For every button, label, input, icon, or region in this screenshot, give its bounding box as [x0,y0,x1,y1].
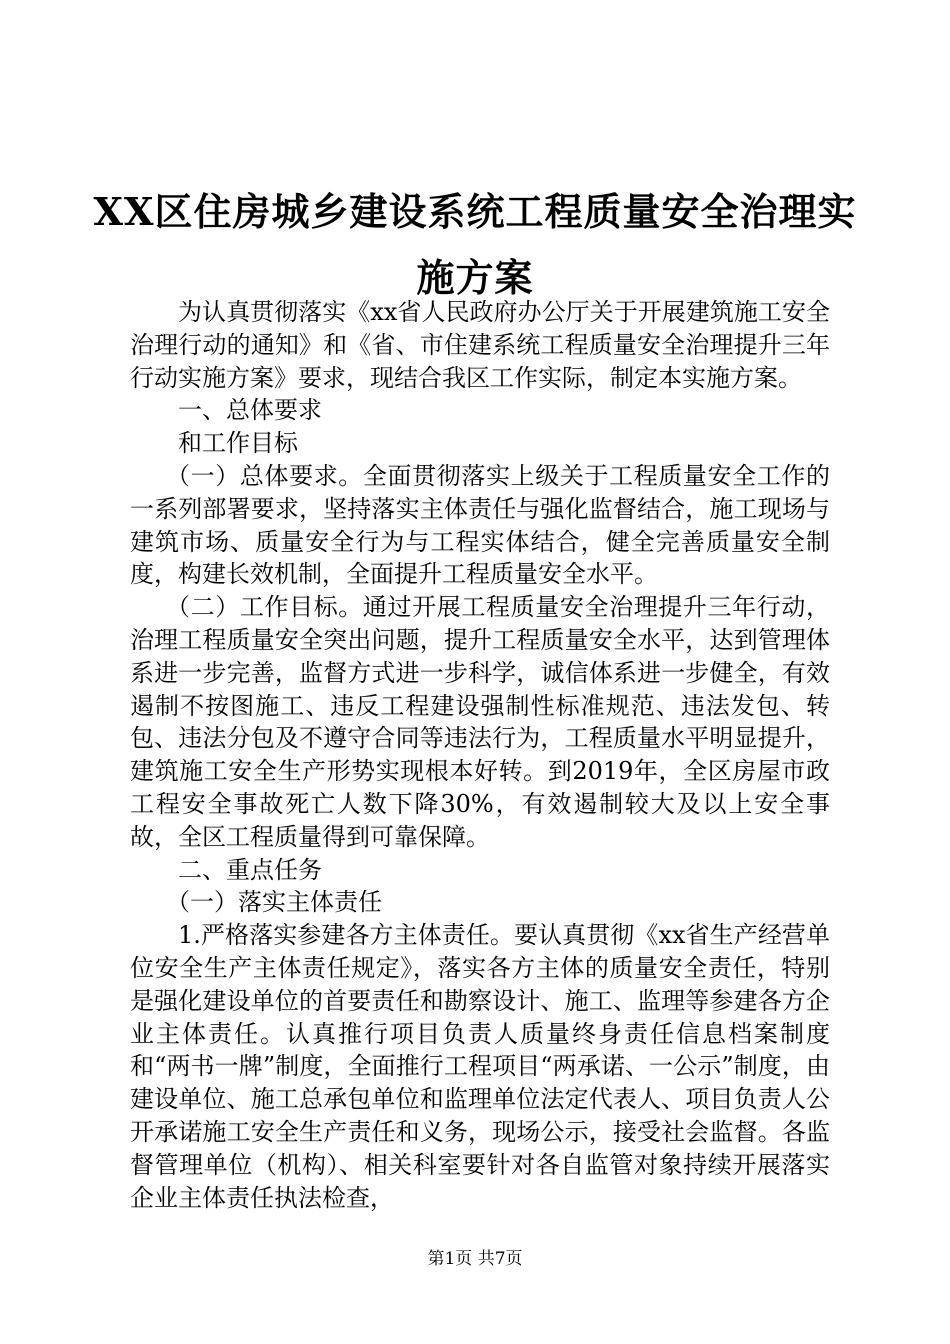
section-heading-1-continued: 和工作目标 [178,429,298,458]
document-body [130,296,830,1214]
title-line-2: 施方案 [416,255,534,300]
title-line-1: XX区住房城乡建设系统工程质量安全治理实 [93,189,857,234]
section-heading-1: 一、总体要求 [178,396,322,425]
page-footer: 第1页 共7页 [427,1249,523,1269]
paragraph-overall-requirements: （一）总体要求。全面贯彻落实上级关于工程质量安全工作的一系列部署要求，坚持落实主体责任与强化监督结合，施工现场与建筑市场、质量安全行为与工程实体结合，健全完善质量安全制度，构建长效机制，全面提升工程质量安全水平。 [130,461,830,589]
paragraph-work-goals: （二）工作目标。通过开展工程质量安全治理提升三年行动，治理工程质量安全突出问题，提升工程质量安全水平，达到管理体系进一步完善，监督方式进一步科学，诚信体系进一步健全，有效遏制不按图施工、违反工程建设强制性标准规范、违法发包、转包、违法分包及不遵守合同等违法行为，工程质量水平明显提升，建筑施工安全生产形势实现根本好转。到2019年，全区房屋市政工程安全事故死亡人数下降30%，有效遏制较大及以上安全事故，全区工程质量得到可靠保障。 [130,593,830,851]
section-heading-2: 二、重点任务 [178,855,322,884]
subsection-heading: （一）落实主体责任 [166,888,382,917]
intro-paragraph: 为认真贯彻落实《xx省人民政府办公厅关于开展建筑施工安全治理行动的通知》和《省、市住建系统工程质量安全治理提升三年行动实施方案》要求，现结合我区工作实际，制定本实施方案。 [130,298,830,392]
document-title [0,182,950,308]
paragraph-responsibility: 1.严格落实参建各方主体责任。要认真贯彻《xx省生产经营单位安全生产主体责任规定》，落实各方主体的质量安全责任，特别是强化建设单位的首要责任和勘察设计、施工、监理等参建各方企业主体责任。认真推行项目负责人质量终身责任信息档案制度和“两书一牌”制度，全面推行工程项目“两承诺、一公示”制度，由建设单位、施工总承包单位和监理单位法定代表人、项目负责人公开承诺施工安全生产责任和义务，现场公示，接受社会监督。各监督管理单位（机构）、相关科室要针对各自监管对象持续开展落实企业主体责任执法检查， [130,921,830,1212]
